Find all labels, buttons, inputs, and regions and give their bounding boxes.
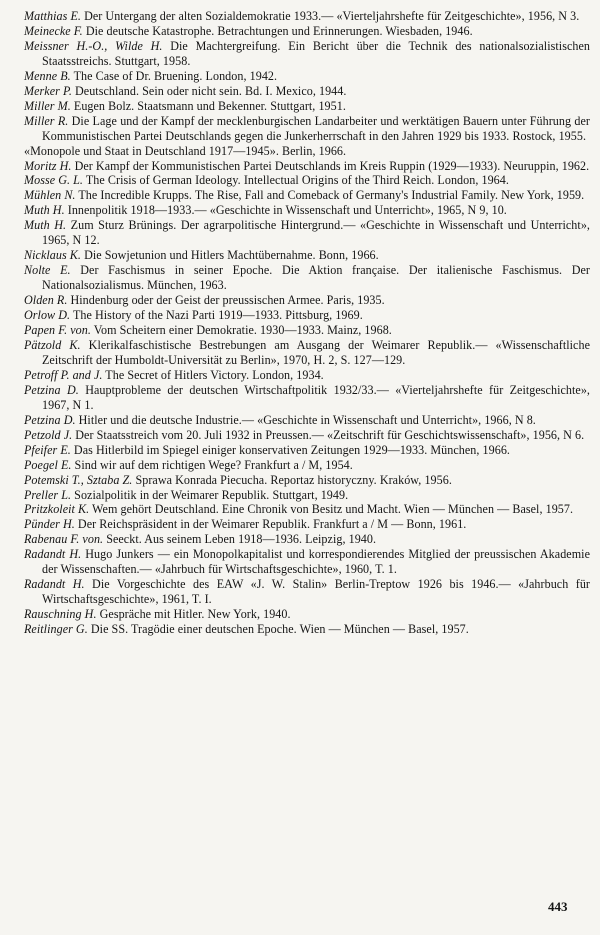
entry-author: Potemski T., Sztaba Z.	[24, 472, 133, 487]
entry-author: Orlow D.	[24, 308, 71, 323]
entry-text: The Crisis of German Ideology. Intellectual Origins of the Third Reich. London, 1964.	[83, 173, 509, 188]
bibliography-entry	[24, 99, 590, 114]
entry-text: Der Reichspräsident in der Weimarer Republik. Frankfurt a / M — Bonn, 1961.	[74, 517, 467, 532]
entry-text: Deutschland. Sein oder nicht sein. Bd. I. Mexico, 1944.	[71, 83, 347, 98]
entry-text: Die Sowjetunion und Hitlers Machtübernahme. Bonn, 1966.	[81, 248, 379, 263]
bibliography-entry	[24, 517, 590, 532]
entry-author: Rauschning H.	[24, 607, 97, 622]
entry-author: Pünder H.	[24, 517, 75, 532]
entry-author: Radandt H.	[24, 577, 85, 592]
entry-author: Mühlen N.	[24, 188, 76, 203]
entry-text: The Incredible Krupps. The Rise, Fall and Comeback of Germany's Industrial Family. New York, 1959.	[75, 188, 585, 203]
entry-text: Hindenburg oder der Geist der preussischen Armee. Paris, 1935.	[67, 293, 385, 308]
entry-text: Die deutsche Katastrophe. Betrachtungen und Erinnerungen. Wiesbaden, 1946.	[82, 23, 473, 38]
bibliography-entry	[24, 9, 590, 24]
bibliography-entry	[24, 532, 590, 547]
entry-author: Poegel E.	[24, 457, 72, 472]
bibliography-entry	[24, 84, 590, 99]
bibliography-list	[24, 9, 590, 637]
bibliography-entry	[24, 338, 590, 368]
bibliography-entry	[24, 188, 590, 203]
bibliography-entry	[24, 263, 590, 293]
entry-author: Radandt H.	[24, 547, 82, 562]
entry-text: Sind wir auf dem richtigen Wege? Frankfurt a / M, 1954.	[71, 457, 353, 472]
bibliography-entry	[24, 488, 590, 503]
entry-author: Mosse G. L.	[24, 173, 84, 188]
bibliography-entry	[24, 218, 590, 248]
bibliography-entry	[24, 473, 590, 488]
bibliography-entry	[24, 144, 590, 159]
entry-text: Das Hitlerbild im Spiegel einiger konservativen Zeitungen 1929—1933. München, 1966.	[70, 442, 510, 457]
entry-author: Petzold J.	[24, 427, 73, 442]
bibliography-entry	[24, 607, 590, 622]
bibliography-entry	[24, 428, 590, 443]
entry-author: Nicklaus K.	[24, 248, 81, 263]
entry-text: Die Machtergreifung. Ein Bericht über die Technik des nationalsozialistischen Staatsstreichs. Stuttgart, 1958.	[42, 38, 590, 68]
bibliography-entry	[24, 69, 590, 84]
bibliography-entry	[24, 173, 590, 188]
entry-text: Der Untergang der alten Sozialdemokratie 1933.— «Vierteljahrshefte für Zeitgeschichte», 1956, N 3.	[81, 9, 580, 23]
entry-text: Zum Sturz Brünings. Der agrarpolitische Hintergrund.— «Geschichte in Wissenschaft und Unterricht», 1965, N 12.	[42, 218, 590, 248]
entry-text: The History of the Nazi Parti 1919—1933. Pittsburg, 1969.	[70, 308, 363, 323]
entry-author: Pätzold K.	[24, 337, 81, 352]
bibliography-entry	[24, 308, 590, 323]
bibliography-entry	[24, 39, 590, 69]
entry-author: Menne B.	[24, 68, 71, 83]
entry-text: Innenpolitik 1918—1933.— «Geschichte in Wissenschaft und Unterricht», 1965, N 9, 10.	[64, 203, 507, 218]
bibliography-entry	[24, 24, 590, 39]
entry-text: Der Kampf der Kommunistischen Partei Deutschlands im Kreis Ruppin (1929—1933). Neuruppin, 1962.	[71, 158, 590, 173]
entry-author: Merker P.	[24, 83, 72, 98]
bibliography-entry	[24, 203, 590, 218]
bibliography-entry	[24, 458, 590, 473]
entry-text: Vom Scheitern einer Demokratie. 1930—1933. Mainz, 1968.	[90, 323, 392, 338]
entry-text: Der Staatsstreich vom 20. Juli 1932 in Preussen.— «Zeitschrift für Geschichtswissenschaft», 1956, N 6.	[72, 427, 585, 442]
entry-text: Der Faschismus in seiner Epoche. Die Aktion française. Der italienische Faschismus. Der Nationalsozialismus. München, 1963.	[42, 263, 590, 293]
entry-text: Sprawa Konrada Piecucha. Reportaz historyczny. Kraków, 1956.	[132, 472, 452, 487]
entry-text: Seeckt. Aus seinem Leben 1918—1936. Leipzig, 1940.	[103, 532, 377, 547]
bibliography-entry	[24, 248, 590, 263]
bibliography-entry	[24, 293, 590, 308]
entry-author: Pfeifer E.	[24, 442, 71, 457]
entry-text: Sozialpolitik in der Weimarer Republik. Stuttgart, 1949.	[71, 487, 349, 502]
bibliography-entry	[24, 114, 590, 144]
bibliography-entry	[24, 159, 590, 174]
entry-author: Petzina D.	[24, 412, 76, 427]
entry-author: Rabenau F. von.	[24, 532, 104, 547]
bibliography-entry	[24, 383, 590, 413]
entry-text: The Case of Dr. Bruening. London, 1942.	[70, 68, 278, 83]
entry-text: Hitler und die deutsche Industrie.— «Geschichte in Wissenschaft und Unterricht», 1966, N 8.	[75, 412, 536, 427]
entry-text: Hauptprobleme der deutschen Wirtschaftpolitik 1932/33.— «Vierteljahrshefte für Zeitgeschichte», 1967, N 1.	[42, 382, 590, 412]
entry-text: Die Lage und der Kampf der mecklenburgischen Landarbeiter und werktätigen Bauern unter Führung der Kommunistischen Partei Deutschlands gegen die Junkerherrschaft in den Jahren 1929 bis 1933. Rostock, 1955.	[42, 113, 590, 143]
entry-author: Muth H.	[24, 203, 65, 218]
entry-author: Muth H.	[24, 218, 67, 233]
entry-text: Die SS. Tragödie einer deutschen Epoche. Wien — München — Basel, 1957.	[87, 622, 469, 637]
entry-author: Pritzkoleit K.	[24, 502, 90, 517]
entry-author: Olden R.	[24, 293, 68, 308]
bibliography-entry	[24, 323, 590, 338]
entry-author: Petroff P. and J.	[24, 367, 103, 382]
entry-author: Miller R.	[24, 113, 69, 128]
entry-text: Die Vorgeschichte des EAW «J. W. Stalin» Berlin-Treptow 1926 bis 1946.— «Jahrbuch für Wirtschaftsgeschichte», 1961, T. I.	[42, 577, 591, 607]
entry-author: Preller L.	[24, 487, 72, 502]
bibliography-entry	[24, 622, 590, 637]
entry-text: The Secret of Hitlers Victory. London, 1934.	[102, 367, 324, 382]
entry-author: Matthias E.	[24, 9, 81, 23]
entry-text: Eugen Bolz. Staatsmann und Bekenner. Stuttgart, 1951.	[70, 98, 346, 113]
entry-text: «Monopole und Staat in Deutschland 1917—1945». Berlin, 1966.	[24, 143, 347, 158]
entry-text: Hugo Junkers — ein Monopolkapitalist und korrespondierendes Mitglied der preussischen Akademie der Wissenschaften.— «Jahrbuch für Wirtschaftsgeschichte», 1960, T. 1.	[42, 547, 590, 577]
bibliography-entry	[24, 368, 590, 383]
entry-text: Gespräche mit Hitler. New York, 1940.	[96, 607, 291, 622]
entry-author: Papen F. von.	[24, 323, 91, 338]
entry-author: Meissner H.-O., Wilde H.	[24, 38, 163, 53]
page-number: 443	[548, 899, 568, 914]
entry-author: Petzina D.	[24, 382, 79, 397]
entry-author: Reitlinger G.	[24, 622, 88, 637]
entry-author: Miller M.	[24, 98, 71, 113]
bibliography-entry	[24, 502, 590, 517]
bibliography-entry	[24, 443, 590, 458]
bibliography-entry	[24, 413, 590, 428]
entry-text: Klerikalfaschistische Bestrebungen am Ausgang der Weimarer Republik.— «Wissenschaftliche Zeitschrift der Humboldt-Universität zu Berlin», 1970, H. 2, S. 127—129.	[42, 337, 590, 367]
bibliography-entry	[24, 577, 590, 607]
entry-author: Moritz H.	[24, 158, 72, 173]
entry-author: Nolte E.	[24, 263, 71, 278]
entry-text: Wem gehört Deutschland. Eine Chronik von Besitz und Macht. Wien — München — Basel, 1957.	[89, 502, 574, 517]
entry-author: Meinecke F.	[24, 23, 83, 38]
bibliography-entry	[24, 547, 590, 577]
